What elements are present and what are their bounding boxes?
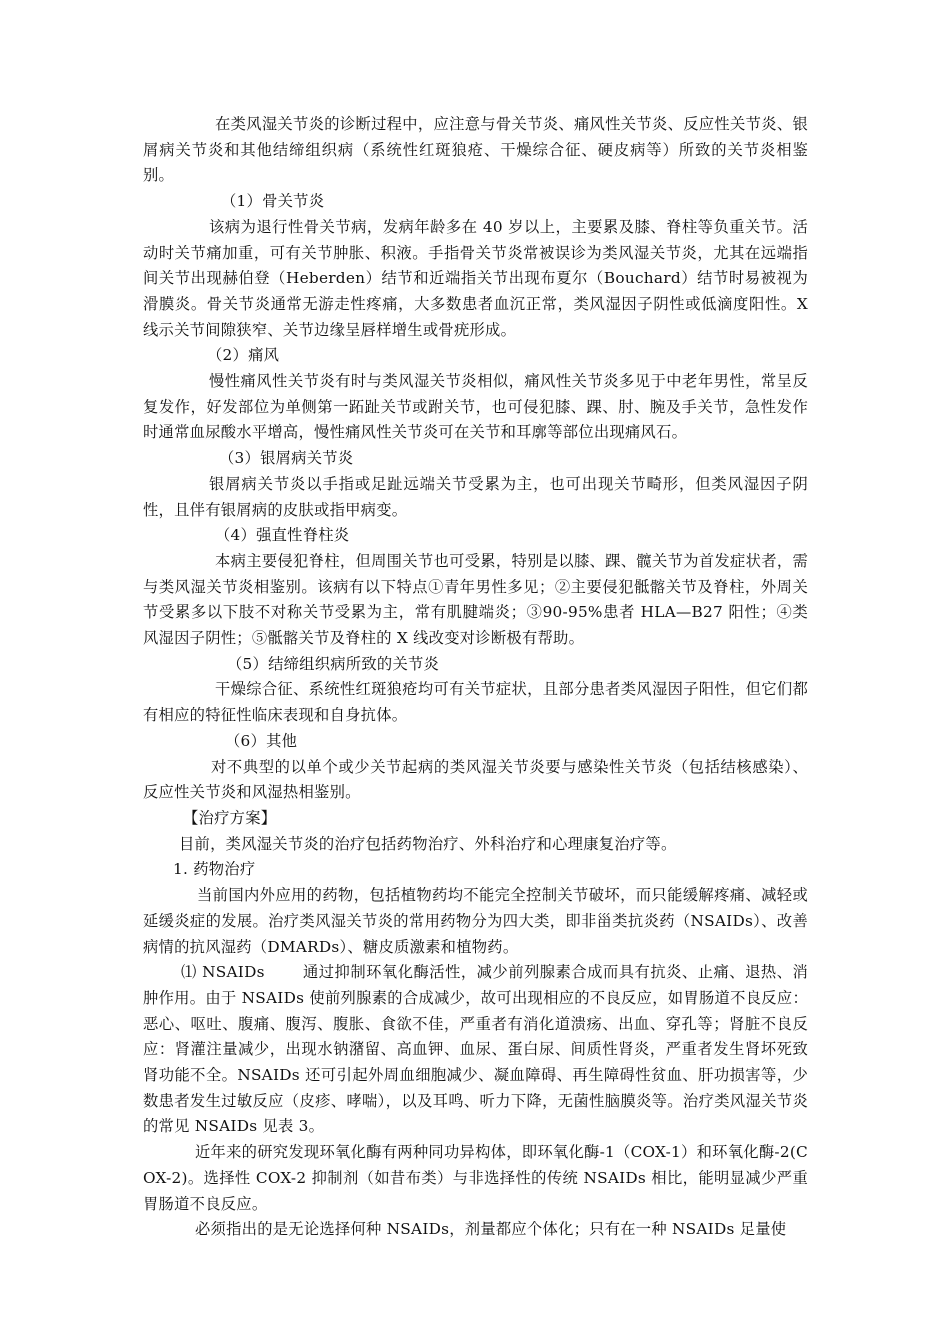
intro-paragraph: 在类风湿关节炎的诊断过程中，应注意与骨关节炎、痛风性关节炎、反应性关节炎、银屑病关节炎和其他结缔组织病（系统性红斑狼疮、干燥综合征、硬皮病等）所致的关节炎相鉴别。 [143,115,808,185]
paragraph-ankylosing-spondylitis: 本病主要侵犯脊柱，但周围关节也可受累，特别是以膝、踝、髋关节为首发症状者，需与类风湿关节炎相鉴别。该病有以下特点①青年男性多见；②主要侵犯骶髂关节及脊柱，外周关节受累多以下肢不对称关节受累为主，常有肌腱端炎；③90-95%患者 HLA—B27 阳性；④类风湿因子阴性；⑤骶髂关节及脊柱的 X 线改变对诊断极有帮助。 [143,551,808,648]
paragraph-drug-classes: 当前国内外应用的药物，包括植物药均不能完全控制关节破坏，而只能缓解疼痛、减轻或延缓炎症的发展。治疗类风湿关节炎的常用药物分为四大类，即非甾类抗炎药（NSAIDs）、改善病情的抗风湿药（DMARDs）、糖皮质激素和植物药。 [143,886,808,956]
heading-other: （6）其他 [225,731,298,750]
heading-ankylosing-spondylitis: （4）强直性脊柱炎 [215,526,350,545]
paragraph-psoriatic-arthritis: 银屑病关节炎以手指或足趾远端关节受累为主，也可出现关节畸形，但类风湿因子阴性，且伴有银屑病的皮肤或指甲病变。 [143,474,808,519]
paragraph-dose-individualization: 必须指出的是无论选择何种 NSAIDs，剂量都应个体化；只有在一种 NSAIDs 足量使 [195,1220,787,1239]
heading-osteoarthritis: （1）骨关节炎 [221,192,325,211]
paragraph-cox-research: 近年来的研究发现环氧化酶有两种同功异构体，即环氧化酶-1（COX-1）和环氧化酶-2(COX-2)。选择性 COX-2 抑制剂（如昔布类）与非选择性的传统 NSAIDs 相比，能明显减少严重胃肠道不良反应。 [143,1143,808,1213]
paragraph-nsaids [143,960,808,1140]
treatment-section-heading: 【治疗方案】 [183,808,277,827]
heading-gout: （2）痛风 [207,346,280,365]
paragraph-gout: 慢性痛风性关节炎有时与类风湿关节炎相似，痛风性关节炎多见于中老年男性，常呈反复发作，好发部位为单侧第一跖趾关节或跗关节，也可侵犯膝、踝、肘、腕及手关节，急性发作时通常血尿酸水平增高，慢性痛风性关节炎可在关节和耳廓等部位出现痛风石。 [143,372,808,442]
paragraph-treatment-overview: 目前，类风湿关节炎的治疗包括药物治疗、外科治疗和心理康复治疗等。 [179,834,677,853]
document-body [143,112,808,1243]
paragraph-other: 对不典型的以单个或少关节起病的类风湿关节炎要与感染性关节炎（包括结核感染）、反应性关节炎和风湿热相鉴别。 [143,757,808,802]
heading-drug-therapy: 1. 药物治疗 [173,860,256,879]
heading-connective-tissue-disease: （5）结缔组织病所致的关节炎 [227,654,440,673]
paragraph-nsaids-text: 通过抑制环氧化酶活性，减少前列腺素合成而具有抗炎、止痛、退热、消肿作用。由于 NSAIDs 使前列腺素的合成减少，故可出现相应的不良反应，如胃肠道不良反应：恶心、呕吐、腹痛、腹泻、腹胀、食欲不佳，严重者有消化道溃疡、出血、穿孔等；肾脏不良反应：肾灌注量减少，出现水钠潴留、高血钾、血尿、蛋白尿、间质性肾炎，严重者发生肾坏死致肾功能不全。NSAIDs 还可引起外周血细胞减少、凝血障碍、再生障碍性贫血、肝功损害等，少数患者发生过敏反应（皮疹、哮喘），以及耳鸣、听力下降，无菌性脑膜炎等。治疗类风湿关节炎的常见 NSAIDs 见表 3。 [143,963,808,1136]
paragraph-connective-tissue-disease: 干燥综合征、系统性红斑狼疮均可有关节症状，且部分患者类风湿因子阳性，但它们都有相应的特征性临床表现和自身抗体。 [143,680,808,725]
heading-nsaids: ⑴ NSAIDs [181,963,265,982]
paragraph-osteoarthritis: 该病为退行性骨关节病，发病年龄多在 40 岁以上，主要累及膝、脊柱等负重关节。活动时关节痛加重，可有关节肿胀、积液。手指骨关节炎常被误诊为类风湿关节炎，尤其在远端指间关节出现赫伯登（Heberden）结节和近端指关节出现布夏尔（Bouchard）结节时易被视为滑膜炎。骨关节炎通常无游走性疼痛，大多数患者血沉正常，类风湿因子阴性或低滴度阳性。X 线示关节间隙狭窄、关节边缘呈唇样增生或骨疣形成。 [143,217,808,339]
heading-psoriatic-arthritis: （3）银屑病关节炎 [219,449,354,468]
